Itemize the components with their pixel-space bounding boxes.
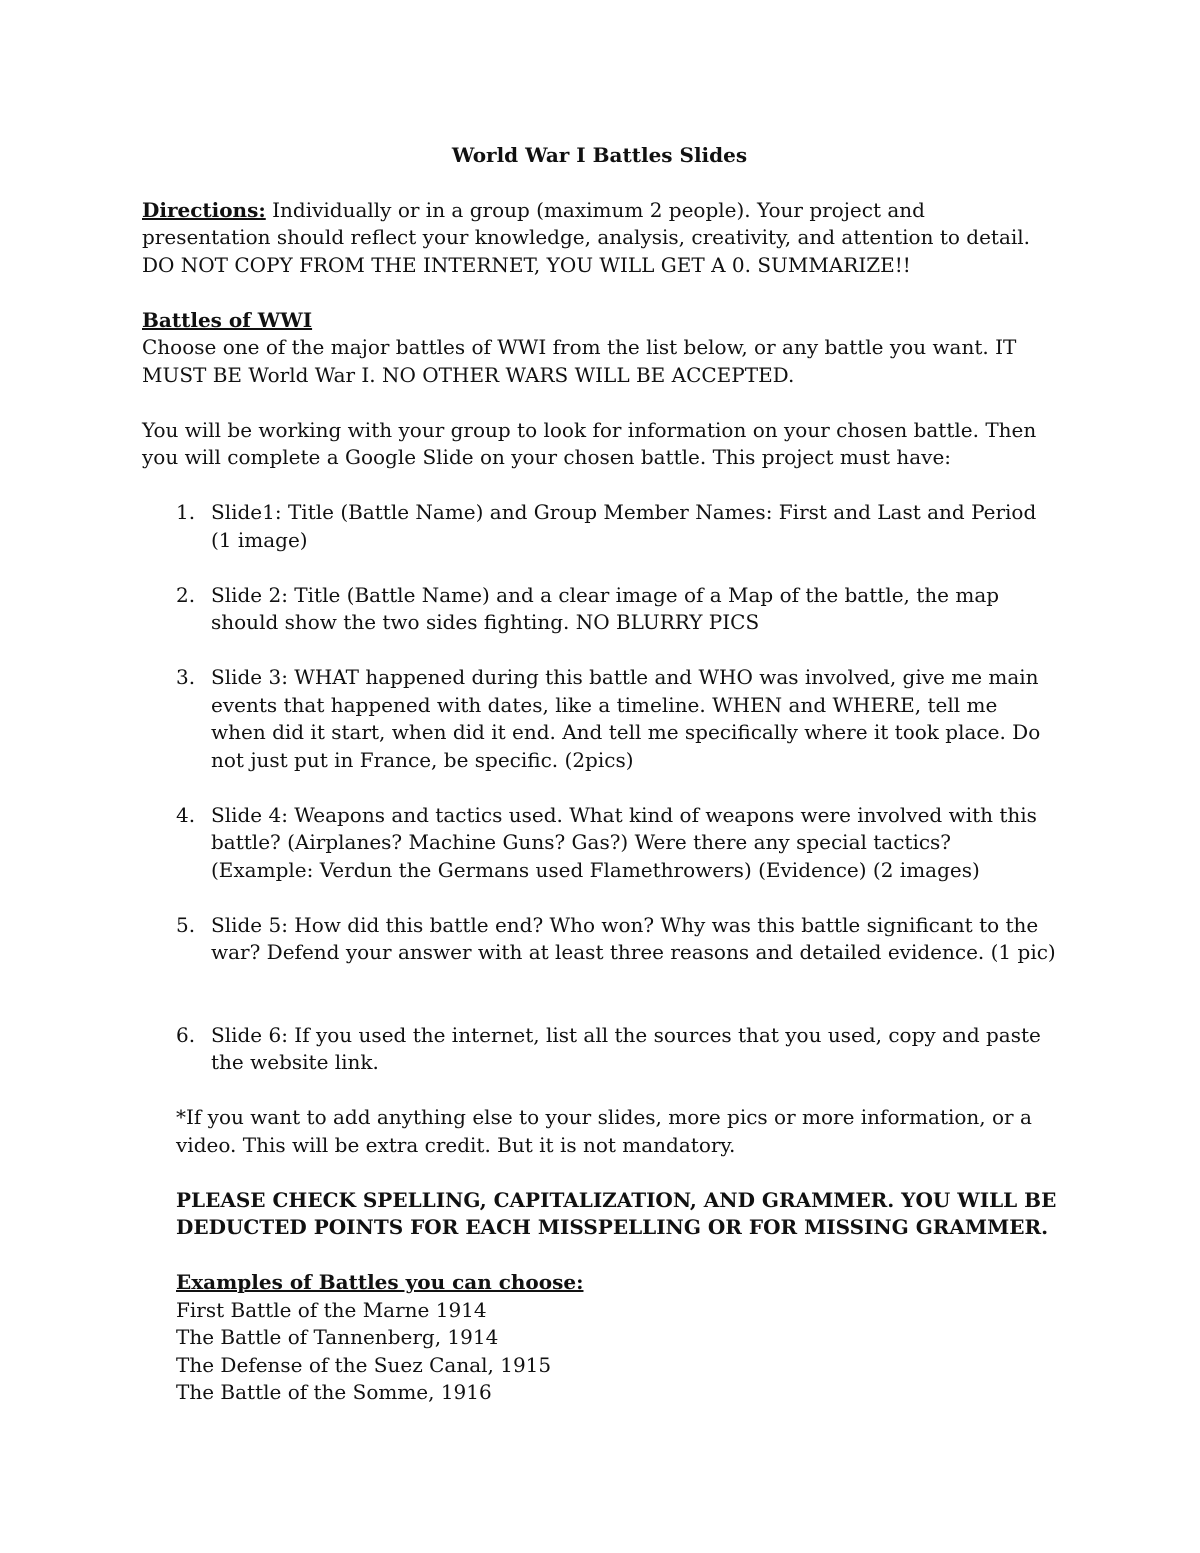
examples-heading: Examples of Battles you can choose: (176, 1270, 584, 1294)
battles-text: Choose one of the major battles of WWI from the list below, or any battle you want. IT MUST BE World War I. NO OTHER WARS WILL BE ACCEPTED. (142, 335, 1017, 387)
list-item (142, 912, 1057, 967)
example-battle: The Battle of Tannenberg, 1914 (176, 1325, 499, 1349)
directions-label: Directions: (142, 197, 266, 222)
battles-heading: Battles of WWI (142, 307, 313, 332)
example-battle: The Battle of the Somme, 1916 (176, 1380, 492, 1404)
directions-text: Individually or in a group (maximum 2 people). Your project and presentation should reflect your knowledge, analysis, creativity, and attention to detail. DO NOT COPY FROM THE INTERNET, YOU WILL GET A 0. SUMMARIZE!! (142, 197, 1031, 277)
example-battle: The Defense of the Suez Canal, 1915 (176, 1352, 552, 1377)
list-item (142, 1022, 1057, 1077)
list-number: 4. (176, 802, 196, 827)
list-item-text: Slide 6: If you used the internet, list all the sources that you used, copy and paste the website link. (211, 1022, 1041, 1074)
list-item (142, 499, 1057, 554)
document-title: World War I Battles Slides (451, 143, 748, 167)
list-item (142, 664, 1057, 774)
list-number: 1. (176, 500, 196, 524)
intro-paragraph: You will be working with your group to look for information on your chosen battle. Then you will complete a Google Slide on your chosen battle. This project must have: (142, 417, 1037, 469)
list-number: 6. (176, 1022, 196, 1047)
list-item-text: Slide 3: WHAT happened during this battle and WHO was involved, give me main events that happened with dates, like a timeline. WHEN and WHERE, tell me when did it start, when did it end. And tell me specifically where it took place. Do not just put in France, be specific. (2pics) (211, 665, 1041, 772)
list-item-text: Slide 5: How did this battle end? Who won? Why was this battle significant to the war? Defend your answer with at least three reasons and detailed evidence. (1 pic) (211, 912, 1056, 964)
example-battle: First Battle of the Marne 1914 (176, 1297, 487, 1322)
list-item-text: Slide1: Title (Battle Name) and Group Member Names: First and Last and Period (1 image) (211, 500, 1037, 552)
document-page (142, 142, 1057, 1407)
list-item (142, 802, 1057, 885)
list-item-text: Slide 4: Weapons and tactics used. What kind of weapons were involved with this battle? (Airplanes? Machine Guns? Gas?) Were there any special tactics? (Example: Verdun the Germans used Flamethrowers) (Evidence) (2 images) (211, 802, 1037, 882)
list-item-text: Slide 2: Title (Battle Name) and a clear image of a Map of the battle, the map should show the two sides fighting. NO BLURRY PICS (211, 582, 1000, 634)
list-number: 5. (176, 912, 196, 937)
list-item (142, 582, 1057, 637)
examples-section (142, 1269, 1057, 1407)
list-number: 2. (176, 582, 196, 607)
slide-requirements-list (142, 499, 1057, 1077)
grammar-warning: PLEASE CHECK SPELLING, CAPITALIZATION, AND GRAMMER. YOU WILL BE DEDUCTED POINTS FOR EACH MISSPELLING OR FOR MISSING GRAMMER. (176, 1187, 1057, 1239)
extra-credit-note: *If you want to add anything else to your slides, more pics or more information, or a video. This will be extra credit. But it is not mandatory. (176, 1105, 1032, 1157)
directions-paragraph (142, 197, 1057, 280)
list-number: 3. (176, 665, 196, 689)
